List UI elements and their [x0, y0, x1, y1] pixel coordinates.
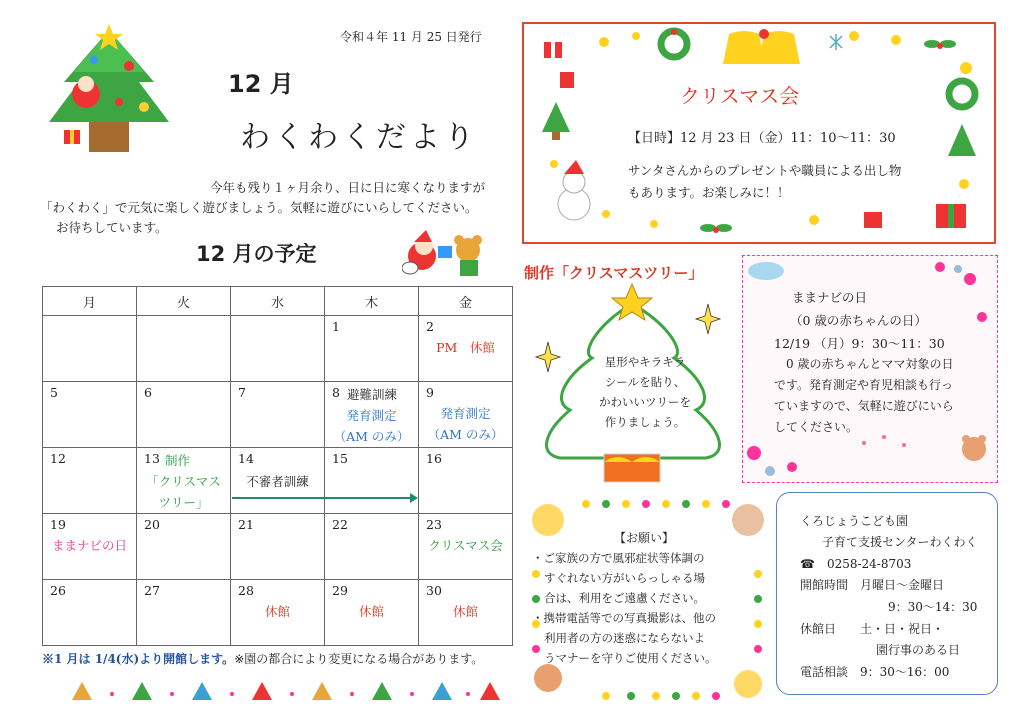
request-title: 【お願い】	[614, 531, 675, 545]
request-body	[532, 548, 732, 668]
day-number: 12	[50, 451, 66, 466]
request-line: ・ご家族の方で風邪症状等体調の	[532, 551, 705, 565]
calendar-event: 休館	[358, 604, 384, 619]
day-number: 2	[426, 319, 434, 334]
calendar-day-cell	[231, 316, 325, 382]
calendar-week-row	[43, 316, 513, 382]
center-consult: 電話相談 9：30～16：00	[800, 665, 950, 679]
calendar-day-cell	[43, 448, 137, 514]
day-number: 13	[144, 451, 160, 466]
calendar-day-cell	[43, 514, 137, 580]
present-icon	[544, 42, 562, 58]
day-number: 7	[238, 385, 246, 400]
weekday-header: 火	[137, 287, 231, 316]
calendar-event: ままナビの日	[51, 538, 127, 553]
santa-icon	[402, 228, 492, 278]
calendar-day-cell	[419, 382, 513, 448]
christmas-tree-icon	[70, 680, 510, 704]
day-number: 22	[332, 517, 348, 532]
craft-desc-line: シールを貼り、	[604, 375, 686, 389]
day-number: 30	[426, 583, 442, 598]
mamanavi-desc-line: ていますので、気軽に遊びにいら	[774, 399, 954, 413]
day-number: 27	[144, 583, 160, 598]
calendar-day-cell	[419, 316, 513, 382]
weekday-header: 水	[231, 287, 325, 316]
center-phone: ☎ 0258-24-8703	[800, 557, 912, 571]
calendar-event: 制作	[165, 453, 191, 468]
center-subname: 子育て支援センターわくわく	[822, 535, 978, 549]
mamanavi-time: 12/19 （月）9：30～11：30	[774, 336, 945, 351]
request-line: 利用者の方の迷惑にならないよ	[544, 631, 705, 645]
party-title: クリスマス会	[680, 84, 800, 108]
day-number: 20	[144, 517, 160, 532]
craft-desc-line: かわいいツリーを	[599, 395, 691, 409]
craft-desc-line: 作りましょう。	[604, 415, 686, 429]
calendar-table	[42, 286, 513, 646]
craft-description	[575, 352, 715, 432]
calendar-day-cell	[231, 580, 325, 646]
center-name: くろじょうこども園	[800, 514, 909, 528]
intro-line: 今年も残り１ヶ月余り、日に日に寒くなりますが	[210, 180, 486, 195]
intro-line: 「わくわく」で元気に楽しく遊びましょう。気軽に遊びにいらしてください。	[40, 200, 478, 215]
calendar-event: 発育測定	[346, 408, 397, 423]
request-line: ・携帯電話等での写真撮影は、他の	[532, 611, 716, 625]
day-number: 19	[50, 517, 66, 532]
mamanavi-title: ままナビの日	[792, 290, 868, 305]
mamanavi-desc-line: です。発育測定や育児相談も行っ	[774, 378, 954, 392]
calendar-event: （AM のみ）	[333, 429, 410, 444]
request-line: うマナーを守りご使用ください。	[544, 651, 717, 665]
center-hours-label: 開館時間 月曜日～金曜日	[800, 578, 945, 592]
calendar-event: 発育測定	[440, 406, 491, 421]
event-span-arrow	[232, 492, 418, 504]
calendar-day-cell	[137, 514, 231, 580]
month-title: 12 月	[228, 70, 294, 98]
calendar-day-cell	[419, 514, 513, 580]
calendar-day-cell	[137, 316, 231, 382]
issue-date: 令和４年 11 月 25 日発行	[340, 30, 482, 44]
calendar-event: 不審者訓練	[246, 474, 309, 489]
calendar-event: 休館	[452, 604, 478, 619]
mamanavi-subtitle: （0 歳の赤ちゃんの日）	[790, 313, 927, 328]
day-number: 5	[50, 385, 58, 400]
calendar-event: PM 休館	[436, 340, 495, 355]
weekday-header: 金	[419, 287, 513, 316]
calendar-event: ツリー」	[158, 495, 209, 510]
craft-title: 制作「クリスマスツリー」	[524, 264, 704, 282]
present-icon	[936, 204, 966, 228]
center-closed-extra: 園行事のある日	[876, 643, 961, 657]
wreath-icon	[661, 29, 687, 57]
party-desc-line: サンタさんからのプレゼントや職員による出し物	[628, 163, 902, 178]
craft-desc-line: 星形やキラキラ	[604, 355, 686, 369]
calendar-day-cell	[325, 514, 419, 580]
party-description	[628, 160, 928, 204]
calendar-day-cell	[137, 580, 231, 646]
christmas-tree-icon	[948, 124, 976, 156]
christmas-tree-icon	[34, 22, 184, 160]
calendar-day-cell	[43, 580, 137, 646]
day-number: 23	[426, 517, 442, 532]
day-number: 15	[332, 451, 348, 466]
calendar-day-cell	[419, 580, 513, 646]
mamanavi-desc-line: 0 歳の赤ちゃんとママ対象の日	[786, 357, 954, 371]
calendar-day-cell	[325, 382, 419, 448]
day-number: 14	[238, 451, 254, 466]
calendar-day-cell	[43, 382, 137, 448]
calendar-day-cell	[231, 382, 325, 448]
calendar-note-rest: ※園の都合により変更になる場合があります。	[234, 652, 484, 666]
schedule-title: 12 月の予定	[196, 242, 317, 266]
calendar-day-cell	[43, 316, 137, 382]
day-number: 21	[238, 517, 254, 532]
center-hours: 9：30～14：30	[888, 600, 978, 614]
calendar-note-bold: ※1 月は 1/4(水)より開館します。	[42, 652, 235, 666]
day-number: 16	[426, 451, 442, 466]
bell-icon	[723, 29, 800, 64]
calendar-week-row	[43, 580, 513, 646]
mamanavi-description	[774, 354, 974, 438]
calendar-day-cell	[231, 514, 325, 580]
party-date: 【日時】12 月 23 日（金）11：10～11：30	[628, 131, 896, 146]
day-number: 29	[332, 583, 348, 598]
day-number: 6	[144, 385, 152, 400]
newsletter-title: わくわくだより	[240, 120, 478, 155]
calendar-event: クリスマス会	[428, 538, 503, 553]
cloud-icon	[748, 262, 784, 280]
weekday-header: 月	[43, 287, 137, 316]
day-number: 9	[426, 385, 434, 400]
snowman-icon	[558, 160, 590, 220]
party-desc-line: もあります。お楽しみに！！	[628, 185, 790, 200]
bear-icon	[962, 435, 986, 461]
bottom-tree-decoration	[70, 680, 510, 704]
calendar-week-row	[43, 514, 513, 580]
christmas-tree-icon	[542, 102, 570, 140]
wreath-icon	[949, 81, 975, 107]
calendar-day-cell	[137, 382, 231, 448]
center-closed-label: 休館日 土・日・祝日・	[800, 622, 945, 636]
calendar-day-cell	[325, 316, 419, 382]
day-number: 1	[332, 319, 340, 334]
calendar-event: （AM のみ）	[427, 427, 504, 442]
calendar-day-cell	[137, 448, 231, 514]
request-line: すぐれない方がいらっしゃる場	[544, 571, 705, 585]
weekday-header: 木	[325, 287, 419, 316]
mamanavi-desc-line: してください。	[774, 420, 859, 434]
request-line: 合は、利用をご遠慮ください。	[544, 591, 705, 605]
snowflake-icon	[830, 34, 842, 50]
calendar-week-row	[43, 382, 513, 448]
calendar-day-cell	[325, 580, 419, 646]
calendar-event: 休館	[264, 604, 290, 619]
day-number: 8	[332, 385, 340, 400]
calendar-note	[42, 650, 483, 667]
calendar-event: 「クリスマス	[146, 474, 221, 489]
calendar-day-cell	[419, 448, 513, 514]
intro-line: お待ちしています。	[56, 220, 168, 235]
calendar-event: 避難訓練	[347, 387, 398, 402]
day-number: 26	[50, 583, 66, 598]
day-number: 28	[238, 583, 254, 598]
